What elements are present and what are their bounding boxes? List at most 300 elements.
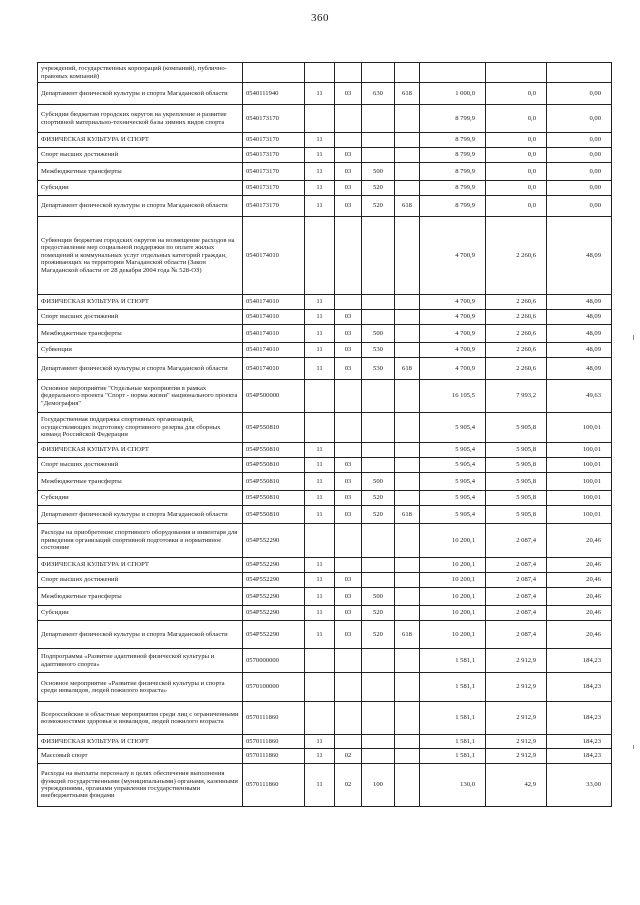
row-expense-type: 520 <box>362 196 395 217</box>
row-grbs <box>395 105 420 133</box>
row-code: 054Р550810 <box>243 506 305 524</box>
row-name: ФИЗИЧЕСКАЯ КУЛЬТУРА И СПОРТ <box>38 558 243 573</box>
row-name: Межбюджетные трансферты <box>38 325 243 343</box>
row-code: 0540174010 <box>243 310 305 325</box>
row-plan <box>420 63 486 83</box>
row-subsection <box>335 413 362 443</box>
row-section <box>305 380 335 413</box>
table-row <box>38 735 612 749</box>
row-expense-type <box>362 217 395 295</box>
row-subsection: 02 <box>335 749 362 764</box>
row-name: Спорт высших достижений <box>38 148 243 163</box>
row-subsection: 03 <box>335 310 362 325</box>
table-row <box>38 217 612 295</box>
row-subsection: 03 <box>335 148 362 163</box>
row-subsection <box>335 524 362 558</box>
row-plan: 8 799,9 <box>420 133 486 148</box>
row-code: 0540173170 <box>243 196 305 217</box>
row-subsection <box>335 133 362 148</box>
row-subsection: 03 <box>335 458 362 473</box>
row-expense-type <box>362 649 395 673</box>
table-row <box>38 196 612 217</box>
row-name: Спорт высших достижений <box>38 458 243 473</box>
row-percent: 20,46 <box>547 558 612 573</box>
row-percent: 0,00 <box>547 148 612 163</box>
row-plan: 5 905,4 <box>420 443 486 458</box>
scan-mark <box>633 335 634 340</box>
row-subsection: 03 <box>335 83 362 105</box>
row-plan: 10 200,1 <box>420 524 486 558</box>
row-grbs <box>395 702 420 735</box>
row-code: 054Р550810 <box>243 413 305 443</box>
row-subsection <box>335 105 362 133</box>
row-expense-type: 500 <box>362 473 395 491</box>
row-name: Департамент физической культуры и спорта Магаданской области <box>38 83 243 105</box>
row-name: Департамент физической культуры и спорта Магаданской области <box>38 196 243 217</box>
row-percent: 184,23 <box>547 702 612 735</box>
row-section <box>305 673 335 702</box>
row-name: Расходы на выплаты персоналу в целях обеспечения выполнения функций государственными (муниципальными) органами, казенными учреждениями, органами управления государственными внебюджетными фондами <box>38 764 243 807</box>
row-plan: 5 905,4 <box>420 473 486 491</box>
row-percent: 0,00 <box>547 196 612 217</box>
row-fact: 2 260,6 <box>486 358 547 380</box>
row-subsection <box>335 295 362 310</box>
row-grbs <box>395 573 420 588</box>
row-code: 0540174010 <box>243 343 305 358</box>
row-subsection <box>335 380 362 413</box>
budget-table <box>37 62 612 807</box>
row-grbs <box>395 458 420 473</box>
row-section: 11 <box>305 295 335 310</box>
row-code: 0570100000 <box>243 673 305 702</box>
row-section: 11 <box>305 163 335 181</box>
row-expense-type <box>362 702 395 735</box>
row-name: Всероссийские и областные мероприятия среди лиц с ограниченными возможностями здоровья и инвалидов, людей пожилого возраста <box>38 702 243 735</box>
table-row <box>38 310 612 325</box>
row-grbs: 618 <box>395 196 420 217</box>
page-number: 360 <box>311 12 329 24</box>
row-plan: 5 905,4 <box>420 413 486 443</box>
row-expense-type <box>362 413 395 443</box>
row-subsection <box>335 443 362 458</box>
row-expense-type: 520 <box>362 606 395 621</box>
row-subsection <box>335 673 362 702</box>
table-row <box>38 105 612 133</box>
row-code: 0570111860 <box>243 702 305 735</box>
row-subsection: 03 <box>335 506 362 524</box>
row-plan: 1 581,1 <box>420 702 486 735</box>
row-fact: 0,0 <box>486 133 547 148</box>
table-row <box>38 133 612 148</box>
row-fact: 2 912,9 <box>486 649 547 673</box>
row-plan: 8 799,9 <box>420 181 486 196</box>
budget-table-body <box>38 63 612 807</box>
row-section <box>305 105 335 133</box>
row-percent: 48,09 <box>547 325 612 343</box>
table-row <box>38 649 612 673</box>
row-code: 0540173170 <box>243 133 305 148</box>
row-code: 0540174010 <box>243 217 305 295</box>
row-grbs: 618 <box>395 83 420 105</box>
row-plan: 10 200,1 <box>420 621 486 649</box>
row-fact: 2 260,6 <box>486 343 547 358</box>
row-code: 0540173170 <box>243 148 305 163</box>
row-fact <box>486 63 547 83</box>
row-expense-type: 530 <box>362 358 395 380</box>
row-plan: 1 581,1 <box>420 649 486 673</box>
row-subsection <box>335 735 362 749</box>
row-name: Государственная поддержка спортивных организаций, осуществляющих подготовку спортивного резерва для сборных команд Российской Федерации <box>38 413 243 443</box>
row-fact: 2 260,6 <box>486 310 547 325</box>
table-row <box>38 83 612 105</box>
row-expense-type <box>362 573 395 588</box>
table-row <box>38 558 612 573</box>
row-expense-type <box>362 749 395 764</box>
row-expense-type: 500 <box>362 163 395 181</box>
row-section: 11 <box>305 443 335 458</box>
row-percent: 0,00 <box>547 181 612 196</box>
row-percent: 48,09 <box>547 343 612 358</box>
row-code <box>243 63 305 83</box>
row-expense-type <box>362 380 395 413</box>
row-percent: 48,09 <box>547 310 612 325</box>
row-name: учреждений, государственных корпораций (компаний), публично-правовых компаний) <box>38 63 243 83</box>
table-row <box>38 181 612 196</box>
row-section: 11 <box>305 491 335 506</box>
row-grbs <box>395 295 420 310</box>
row-subsection: 03 <box>335 491 362 506</box>
row-grbs <box>395 606 420 621</box>
table-row <box>38 621 612 649</box>
row-plan: 5 905,4 <box>420 458 486 473</box>
row-section: 11 <box>305 621 335 649</box>
table-row <box>38 573 612 588</box>
table-row <box>38 588 612 606</box>
row-plan: 1 581,1 <box>420 673 486 702</box>
row-section: 11 <box>305 506 335 524</box>
row-section: 11 <box>305 310 335 325</box>
table-row <box>38 606 612 621</box>
row-fact: 2 260,6 <box>486 295 547 310</box>
row-section: 11 <box>305 196 335 217</box>
row-fact: 0,0 <box>486 148 547 163</box>
row-code: 0540173170 <box>243 181 305 196</box>
row-expense-type: 520 <box>362 491 395 506</box>
row-grbs <box>395 735 420 749</box>
table-row <box>38 764 612 807</box>
row-name: Субсидии <box>38 606 243 621</box>
row-expense-type <box>362 443 395 458</box>
row-plan: 10 200,1 <box>420 606 486 621</box>
row-fact: 5 905,8 <box>486 506 547 524</box>
row-name: Субвенции <box>38 343 243 358</box>
row-section: 11 <box>305 735 335 749</box>
row-code: 054Р550810 <box>243 491 305 506</box>
row-grbs <box>395 673 420 702</box>
row-name: ФИЗИЧЕСКАЯ КУЛЬТУРА И СПОРТ <box>38 133 243 148</box>
row-name: Межбюджетные трансферты <box>38 588 243 606</box>
row-code: 054Р552290 <box>243 558 305 573</box>
row-grbs <box>395 443 420 458</box>
row-percent: 49,63 <box>547 380 612 413</box>
table-row <box>38 163 612 181</box>
row-grbs: 618 <box>395 506 420 524</box>
table-row <box>38 749 612 764</box>
row-subsection: 03 <box>335 473 362 491</box>
row-grbs <box>395 133 420 148</box>
row-percent: 20,46 <box>547 588 612 606</box>
row-fact: 2 912,9 <box>486 749 547 764</box>
table-row <box>38 63 612 83</box>
row-section: 11 <box>305 133 335 148</box>
row-plan: 16 105,5 <box>420 380 486 413</box>
row-name: Субсидии бюджетам городских округов на укрепление и развитие спортивной материально-технической базы зимних видов спорта <box>38 105 243 133</box>
row-fact: 0,0 <box>486 181 547 196</box>
row-grbs <box>395 380 420 413</box>
row-section <box>305 413 335 443</box>
row-subsection: 03 <box>335 325 362 343</box>
row-expense-type <box>362 133 395 148</box>
row-grbs <box>395 310 420 325</box>
row-name: Массовый спорт <box>38 749 243 764</box>
row-fact: 5 905,8 <box>486 473 547 491</box>
row-section <box>305 702 335 735</box>
row-name: Расходы на приобретение спортивного оборудования и инвентаря для приведения организаций спортивной подготовки в нормативное состояние <box>38 524 243 558</box>
row-grbs <box>395 764 420 807</box>
row-name: ФИЗИЧЕСКАЯ КУЛЬТУРА И СПОРТ <box>38 443 243 458</box>
row-section: 11 <box>305 606 335 621</box>
row-grbs <box>395 749 420 764</box>
table-row <box>38 343 612 358</box>
row-plan: 1 581,1 <box>420 749 486 764</box>
row-fact: 2 260,6 <box>486 217 547 295</box>
row-fact: 2 260,6 <box>486 325 547 343</box>
row-plan: 4 700,9 <box>420 310 486 325</box>
row-plan: 8 799,9 <box>420 163 486 181</box>
row-percent: 20,46 <box>547 573 612 588</box>
row-subsection: 03 <box>335 196 362 217</box>
row-expense-type: 520 <box>362 621 395 649</box>
row-grbs: 618 <box>395 358 420 380</box>
row-expense-type <box>362 105 395 133</box>
row-percent: 100,01 <box>547 443 612 458</box>
row-name: Департамент физической культуры и спорта Магаданской области <box>38 506 243 524</box>
row-expense-type <box>362 673 395 702</box>
row-code: 054Р552290 <box>243 573 305 588</box>
row-fact: 5 905,8 <box>486 413 547 443</box>
row-subsection <box>335 702 362 735</box>
row-fact: 5 905,8 <box>486 491 547 506</box>
row-name: Субвенции бюджетам городских округов на возмещение расходов на предоставление мер социальной поддержки по оплате жилых помещений и коммунальных услуг отдельных категорий граждан, проживающих на территории Магаданской области (Закон Магаданской области от 28 декабря 2004 года № 528-ОЗ) <box>38 217 243 295</box>
row-code: 0540173170 <box>243 105 305 133</box>
row-section: 11 <box>305 148 335 163</box>
row-name: Департамент физической культуры и спорта Магаданской области <box>38 621 243 649</box>
row-fact: 2 087,4 <box>486 588 547 606</box>
row-subsection: 03 <box>335 163 362 181</box>
table-row <box>38 673 612 702</box>
row-section <box>305 63 335 83</box>
row-expense-type <box>362 458 395 473</box>
row-name: Подпрограмма «Развитие адаптивной физической культуры и адаптивного спорта» <box>38 649 243 673</box>
row-percent: 20,46 <box>547 524 612 558</box>
row-section: 11 <box>305 573 335 588</box>
row-code: 0570111860 <box>243 749 305 764</box>
row-fact: 0,0 <box>486 196 547 217</box>
row-expense-type <box>362 295 395 310</box>
row-fact: 2 912,9 <box>486 735 547 749</box>
row-code: 0570000000 <box>243 649 305 673</box>
table-row <box>38 413 612 443</box>
row-name: Субсидии <box>38 181 243 196</box>
row-plan: 4 700,9 <box>420 325 486 343</box>
row-grbs: 618 <box>395 621 420 649</box>
row-code: 054Р552290 <box>243 588 305 606</box>
row-grbs <box>395 413 420 443</box>
row-section: 11 <box>305 558 335 573</box>
row-percent: 0,00 <box>547 163 612 181</box>
row-grbs <box>395 343 420 358</box>
row-section: 11 <box>305 358 335 380</box>
row-code: 054Р500000 <box>243 380 305 413</box>
row-percent: 100,01 <box>547 458 612 473</box>
row-fact: 2 087,4 <box>486 558 547 573</box>
row-expense-type <box>362 558 395 573</box>
row-section: 11 <box>305 458 335 473</box>
row-section: 11 <box>305 588 335 606</box>
row-subsection <box>335 649 362 673</box>
row-expense-type: 530 <box>362 343 395 358</box>
row-percent: 48,09 <box>547 217 612 295</box>
row-fact: 0,0 <box>486 105 547 133</box>
row-code: 0570111860 <box>243 764 305 807</box>
row-section: 11 <box>305 473 335 491</box>
table-row <box>38 702 612 735</box>
table-row <box>38 473 612 491</box>
row-fact: 2 087,4 <box>486 524 547 558</box>
row-grbs <box>395 558 420 573</box>
row-section <box>305 649 335 673</box>
row-fact: 42,9 <box>486 764 547 807</box>
row-code: 0540174010 <box>243 295 305 310</box>
row-expense-type: 500 <box>362 588 395 606</box>
row-subsection: 03 <box>335 181 362 196</box>
table-row <box>38 491 612 506</box>
row-plan: 1 581,1 <box>420 735 486 749</box>
row-code: 0540173170 <box>243 163 305 181</box>
row-subsection: 03 <box>335 573 362 588</box>
row-percent: 0,00 <box>547 133 612 148</box>
row-code: 054Р552290 <box>243 524 305 558</box>
row-code: 054Р552290 <box>243 621 305 649</box>
row-plan: 10 200,1 <box>420 573 486 588</box>
row-plan: 1 000,0 <box>420 83 486 105</box>
row-grbs <box>395 588 420 606</box>
row-grbs <box>395 524 420 558</box>
row-grbs <box>395 148 420 163</box>
row-grbs <box>395 181 420 196</box>
row-grbs <box>395 473 420 491</box>
row-plan: 10 200,1 <box>420 558 486 573</box>
row-name: ФИЗИЧЕСКАЯ КУЛЬТУРА И СПОРТ <box>38 735 243 749</box>
row-expense-type: 500 <box>362 325 395 343</box>
row-percent: 20,46 <box>547 621 612 649</box>
row-fact: 5 905,8 <box>486 458 547 473</box>
row-expense-type: 100 <box>362 764 395 807</box>
row-section: 11 <box>305 181 335 196</box>
row-code: 054Р550810 <box>243 443 305 458</box>
row-subsection: 03 <box>335 606 362 621</box>
row-expense-type <box>362 735 395 749</box>
row-fact: 2 912,9 <box>486 702 547 735</box>
table-row <box>38 458 612 473</box>
row-expense-type: 630 <box>362 83 395 105</box>
row-fact: 2 912,9 <box>486 673 547 702</box>
row-plan: 5 905,4 <box>420 491 486 506</box>
row-plan: 4 700,9 <box>420 217 486 295</box>
row-code: 0540174010 <box>243 358 305 380</box>
row-name: Департамент физической культуры и спорта Магаданской области <box>38 358 243 380</box>
row-name: Спорт высших достижений <box>38 573 243 588</box>
row-section: 11 <box>305 83 335 105</box>
row-grbs <box>395 649 420 673</box>
row-grbs <box>395 217 420 295</box>
row-plan: 4 700,9 <box>420 358 486 380</box>
table-row <box>38 295 612 310</box>
row-subsection <box>335 217 362 295</box>
row-plan: 130,0 <box>420 764 486 807</box>
row-name: Спорт высших достижений <box>38 310 243 325</box>
row-name: Субсидии <box>38 491 243 506</box>
row-expense-type <box>362 524 395 558</box>
row-fact: 2 087,4 <box>486 573 547 588</box>
row-percent: 100,01 <box>547 473 612 491</box>
row-code: 0540111940 <box>243 83 305 105</box>
row-expense-type <box>362 310 395 325</box>
row-fact: 5 905,8 <box>486 443 547 458</box>
row-plan: 8 799,9 <box>420 148 486 163</box>
row-percent: 184,23 <box>547 735 612 749</box>
table-row <box>38 148 612 163</box>
table-row <box>38 380 612 413</box>
row-section: 11 <box>305 749 335 764</box>
row-percent: 184,23 <box>547 749 612 764</box>
row-plan: 10 200,1 <box>420 588 486 606</box>
row-percent <box>547 63 612 83</box>
row-expense-type: 520 <box>362 506 395 524</box>
row-fact: 0,0 <box>486 83 547 105</box>
row-grbs <box>395 491 420 506</box>
row-fact: 2 087,4 <box>486 621 547 649</box>
row-percent: 48,09 <box>547 295 612 310</box>
row-subsection <box>335 63 362 83</box>
row-subsection: 02 <box>335 764 362 807</box>
row-percent: 0,00 <box>547 83 612 105</box>
row-section: 11 <box>305 325 335 343</box>
row-grbs <box>395 325 420 343</box>
row-section <box>305 524 335 558</box>
row-subsection: 03 <box>335 621 362 649</box>
row-percent: 100,01 <box>547 506 612 524</box>
row-name: Основное мероприятие «Развитие физической культуры и спорта среди инвалидов, людей пожилого возраста» <box>38 673 243 702</box>
row-grbs <box>395 63 420 83</box>
row-expense-type <box>362 148 395 163</box>
row-expense-type: 520 <box>362 181 395 196</box>
row-section <box>305 217 335 295</box>
row-code: 054Р552290 <box>243 606 305 621</box>
row-percent: 184,23 <box>547 673 612 702</box>
row-section: 11 <box>305 764 335 807</box>
row-fact: 0,0 <box>486 163 547 181</box>
